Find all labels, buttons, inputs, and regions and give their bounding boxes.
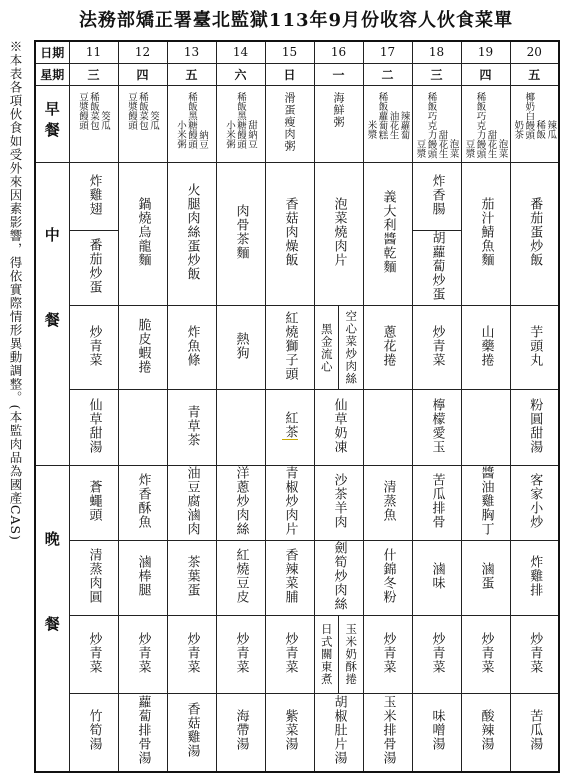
dinner-side: 炸雞排 — [527, 555, 543, 597]
dinner-side-cell — [363, 541, 412, 616]
breakfast-cell — [461, 85, 510, 163]
breakfast-cell — [412, 85, 461, 163]
weekday-cell: 六 — [216, 63, 265, 85]
breakfast-item: 稀飯菜包 — [88, 91, 99, 130]
lunch-side-cell — [510, 306, 559, 390]
lunch-label: 中餐 — [42, 227, 61, 397]
date-cell: 16 — [314, 41, 363, 63]
dinner-veg-cell — [69, 616, 118, 694]
breakfast-item: 筊瓜 — [99, 110, 110, 130]
breakfast-item: 奶茶 — [512, 120, 524, 139]
weekday-cell: 四 — [461, 63, 510, 85]
dinner-soup: 紫菜湯 — [282, 709, 298, 752]
lunch-main: 肉骨茶麵 — [233, 204, 249, 260]
breakfast-item: 甜花生 — [436, 129, 448, 158]
dinner-soup-cell — [461, 694, 510, 772]
dinner-side: 劍筍炒肉絲 — [331, 541, 347, 611]
page-title: 法務部矯正署臺北監獄113年9月份收容人伙食菜單 — [78, 10, 514, 31]
dinner-veg: 炒青菜 — [478, 631, 494, 674]
lunch-soup-cell — [167, 390, 216, 466]
dinner-veg-cell — [461, 616, 510, 694]
lunch-main: 義大利醬乾麵 — [380, 190, 396, 274]
dinner-side-cell — [461, 541, 510, 616]
lunch-side: 炒青菜 — [429, 324, 445, 367]
dinner-veg-extra: 玉米奶酥捲 — [344, 623, 359, 686]
breakfast-cell — [363, 85, 412, 163]
lunch-side: 蔥花捲 — [380, 324, 396, 367]
breakfast-item: 豆漿 — [463, 139, 475, 158]
lunch-main-cell — [118, 163, 167, 306]
lunch-soup: 紅茶 — [282, 411, 298, 439]
dinner-main: 洋蔥炒肉絲 — [233, 466, 249, 536]
lunch-main-cell — [363, 163, 412, 306]
dinner-main-cell — [69, 466, 118, 541]
date-cell: 14 — [216, 41, 265, 63]
dinner-veg: 炒青菜 — [135, 631, 151, 674]
lunch-side-cell — [69, 306, 118, 390]
dinner-soup: 酸辣湯 — [478, 709, 494, 752]
lunch-side: 黑金流心 — [319, 322, 334, 373]
dinner-veg: 炒青菜 — [184, 631, 200, 674]
lunch-side-cell — [265, 306, 314, 390]
lunch-main: 番茄蛋炒飯 — [527, 197, 543, 267]
lunch-side-cell — [216, 306, 265, 390]
lunch-main-cell — [412, 163, 461, 231]
breakfast-item: 辣蘿蔔 — [398, 110, 410, 139]
lunch-main-cell — [167, 163, 216, 306]
weekday-cell: 三 — [69, 63, 118, 85]
dinner-side-cell — [412, 541, 461, 616]
dinner-main: 青椒炒肉片 — [282, 466, 298, 536]
lunch-main-cell — [510, 163, 559, 306]
lunch-side-split — [315, 306, 363, 389]
date-cell: 20 — [510, 41, 559, 63]
breakfast-label: 早餐 — [42, 100, 61, 143]
dinner-veg-split-right — [338, 616, 363, 693]
lunch-side: 山藥捲 — [478, 324, 494, 367]
dinner-soup-cell — [510, 694, 559, 772]
date-cell: 17 — [363, 41, 412, 63]
dinner-veg: 炒青菜 — [86, 631, 102, 674]
dinner-main: 沙茶羊肉 — [331, 473, 347, 529]
lunch-main: 炸雞翅 — [86, 173, 102, 216]
lunch-side-row — [35, 306, 559, 390]
dinner-soup-cell — [265, 694, 314, 772]
weekday-label: 星期 — [35, 63, 69, 85]
breakfast-item: 油花生 — [387, 110, 399, 139]
lunch-main-cell — [314, 163, 363, 306]
dinner-main-cell — [363, 466, 412, 541]
dinner-veg-split — [315, 616, 363, 693]
dinner-veg-cell — [265, 616, 314, 694]
dinner-veg-cell — [167, 616, 216, 694]
dinner-side: 清蒸肉圓 — [86, 548, 102, 604]
lunch-side-split-left — [315, 306, 339, 389]
dinner-main-cell — [216, 466, 265, 541]
breakfast-item: 辣瓜 — [545, 120, 557, 139]
lunch-main: 香菇肉燥飯 — [282, 197, 298, 267]
date-cell: 19 — [461, 41, 510, 63]
dinner-side: 滷味 — [429, 562, 445, 590]
lunch-main: 火腿肉絲蛋炒飯 — [184, 183, 200, 281]
dinner-soup-cell — [363, 694, 412, 772]
lunch-soup: 仙草奶凍 — [331, 397, 347, 454]
dinner-soup-cell — [412, 694, 461, 772]
breakfast-item: 稀飯菜包 — [137, 91, 148, 130]
dinner-main-cell — [167, 466, 216, 541]
weekday-cell: 五 — [510, 63, 559, 85]
dinner-side-cell — [265, 541, 314, 616]
breakfast-item: 甜納豆 — [246, 120, 257, 149]
lunch-main-extra-cell — [69, 231, 118, 306]
breakfast-item: 小米粥 — [175, 120, 186, 149]
lunch-soup-cell — [363, 390, 412, 466]
dinner-veg: 炒青菜 — [527, 631, 543, 674]
date-label: 日期 — [35, 41, 69, 63]
lunch-soup-cell — [118, 390, 167, 466]
dinner-soup-cell — [314, 694, 363, 772]
lunch-main: 炸香腸 — [429, 173, 445, 216]
lunch-side: 熱狗 — [233, 331, 249, 360]
menu-table — [34, 40, 560, 773]
dinner-main: 客家小炒 — [527, 473, 543, 529]
dinner-veg: 炒青菜 — [380, 631, 396, 674]
dinner-side-cell — [118, 541, 167, 616]
dinner-label: 晚餐 — [42, 531, 61, 702]
lunch-side: 芋頭丸 — [527, 324, 543, 367]
weekday-cell: 日 — [265, 63, 314, 85]
breakfast-item: 稀飯巧克力饅頭 — [474, 91, 486, 158]
weekday-row — [35, 63, 559, 85]
breakfast-item: 泡菜 — [447, 139, 459, 158]
lunch-main-cell — [216, 163, 265, 306]
dinner-soup-cell — [69, 694, 118, 772]
dinner-veg-cell — [118, 616, 167, 694]
lunch-soup: 青草茶 — [184, 404, 200, 447]
lunch-main-extra: 胡蘿蔔炒蛋 — [429, 231, 445, 301]
weekday-cell: 二 — [363, 63, 412, 85]
lunch-main-row — [35, 163, 559, 231]
lunch-side: 炒青菜 — [86, 324, 102, 367]
dinner-veg: 炒青菜 — [233, 631, 249, 674]
breakfast-item: 豆漿 — [414, 139, 426, 158]
lunch-side-split-right — [338, 306, 363, 389]
dinner-soup: 竹筍湯 — [86, 709, 102, 752]
dinner-soup: 海帶湯 — [233, 709, 249, 752]
lunch-main: 鍋燒烏龍麵 — [135, 197, 151, 267]
lunch-side-cell — [412, 306, 461, 390]
dinner-veg-split-left — [315, 616, 339, 693]
dinner-side-row — [35, 541, 559, 616]
side-note: ※本表各項伙食如受外來因素影響，得依實際情形異動調整。(本監肉品為國產CAS) — [8, 40, 23, 541]
lunch-main: 泡菜燒肉片 — [331, 197, 347, 267]
lunch-soup-cell — [69, 390, 118, 466]
dinner-veg-row — [35, 616, 559, 694]
lunch-side-cell — [314, 306, 363, 390]
date-row — [35, 41, 559, 63]
breakfast-cell — [510, 85, 559, 163]
dinner-main-cell — [265, 466, 314, 541]
dinner-soup: 苦瓜湯 — [527, 709, 543, 752]
dinner-main-cell — [510, 466, 559, 541]
lunch-soup-row — [35, 390, 559, 466]
lunch-main: 茄汁鯖魚麵 — [478, 197, 494, 267]
dinner-veg-cell — [363, 616, 412, 694]
dinner-soup: 玉米排骨湯 — [380, 695, 396, 766]
dinner-side: 什錦冬粉 — [380, 548, 396, 604]
dinner-main: 炸香酥魚 — [135, 473, 151, 529]
lunch-main-cell — [461, 163, 510, 306]
dinner-soup-cell — [216, 694, 265, 772]
breakfast-row — [35, 85, 559, 163]
dinner-soup: 胡椒肚片湯 — [331, 695, 347, 766]
weekday-cell: 三 — [412, 63, 461, 85]
breakfast-cell — [167, 85, 216, 163]
dinner-soup-row — [35, 694, 559, 772]
lunch-side: 紅燒獅子頭 — [282, 310, 298, 381]
breakfast-item: 稀飯 — [534, 120, 546, 139]
date-cell: 18 — [412, 41, 461, 63]
weekday-cell: 四 — [118, 63, 167, 85]
breakfast-item: 米漿 — [365, 120, 377, 139]
lunch-side-cell — [363, 306, 412, 390]
breakfast-item: 納豆 — [197, 129, 208, 149]
breakfast-item: 稀飯黑糖饅頭 — [235, 91, 246, 149]
dinner-main-cell — [461, 466, 510, 541]
dinner-veg-cell — [510, 616, 559, 694]
lunch-side: 脆皮蝦捲 — [135, 317, 151, 374]
lunch-soup-cell — [412, 390, 461, 466]
dinner-side-cell — [167, 541, 216, 616]
dinner-veg: 炒青菜 — [282, 631, 298, 674]
lunch-soup-cell — [510, 390, 559, 466]
dinner-side: 滷棒腿 — [135, 555, 151, 597]
lunch-soup-cell — [216, 390, 265, 466]
dinner-side-cell — [510, 541, 559, 616]
dinner-side: 香辣菜脯 — [282, 548, 298, 604]
lunch-main-extra: 番茄炒蛋 — [86, 238, 102, 294]
dinner-main: 蒼蠅頭 — [86, 480, 102, 522]
breakfast-cell — [314, 85, 363, 163]
lunch-side-cell — [461, 306, 510, 390]
breakfast-item: 泡菜 — [496, 139, 508, 158]
lunch-soup: 仙草甜湯 — [86, 397, 102, 454]
dinner-side: 滷蛋 — [478, 562, 494, 590]
date-cell: 12 — [118, 41, 167, 63]
lunch-soup: 檸檬愛玉 — [429, 397, 445, 454]
breakfast-item: 豆漿饅頭 — [126, 91, 137, 130]
dinner-main-cell — [412, 466, 461, 541]
dinner-side-cell — [69, 541, 118, 616]
dinner-side-cell — [314, 541, 363, 616]
breakfast-item: 稀飯巧克力饅頭 — [425, 91, 437, 158]
lunch-main-cell — [265, 163, 314, 306]
breakfast-cell — [118, 85, 167, 163]
dinner-soup-cell — [118, 694, 167, 772]
dinner-side: 茶葉蛋 — [184, 555, 200, 597]
dinner-label-cell — [35, 466, 69, 772]
breakfast-label-cell — [35, 85, 69, 163]
breakfast-item: 椰奶白饅頭 — [523, 91, 535, 139]
breakfast-item: 甜花生 — [485, 129, 497, 158]
lunch-label-cell — [35, 163, 69, 466]
dinner-veg-cell — [216, 616, 265, 694]
lunch-soup-cell — [265, 390, 314, 466]
weekday-cell: 五 — [167, 63, 216, 85]
dinner-main-row — [35, 466, 559, 541]
dinner-main: 油豆腐滷肉 — [184, 466, 200, 536]
dinner-veg: 日式關東煮 — [319, 623, 334, 686]
dinner-main: 醬油雞胸丁 — [478, 466, 494, 536]
dinner-main-cell — [118, 466, 167, 541]
dinner-soup-cell — [167, 694, 216, 772]
breakfast-item: 小米粥 — [224, 120, 235, 149]
lunch-side-cell — [167, 306, 216, 390]
breakfast-item: 滑蛋瘦肉粥 — [283, 91, 296, 152]
lunch-soup-cell — [314, 390, 363, 466]
dinner-soup: 香菇雞湯 — [184, 702, 200, 759]
dinner-veg: 炒青菜 — [429, 631, 445, 674]
breakfast-item: 海鮮粥 — [332, 91, 345, 128]
dinner-veg-cell — [412, 616, 461, 694]
dinner-side: 紅燒豆皮 — [233, 548, 249, 604]
breakfast-cell — [216, 85, 265, 163]
lunch-side-cell — [118, 306, 167, 390]
lunch-soup-cell — [461, 390, 510, 466]
lunch-soup: 粉圓甜湯 — [527, 397, 543, 454]
breakfast-item: 稀飯蘿蔔糕 — [376, 91, 388, 139]
breakfast-item: 筊瓜 — [148, 110, 159, 130]
dinner-soup: 味噌湯 — [429, 709, 445, 752]
date-cell: 15 — [265, 41, 314, 63]
dinner-main: 清蒸魚 — [380, 480, 396, 522]
breakfast-item: 豆漿饅頭 — [77, 91, 88, 130]
breakfast-item: 稀飯黑糖饅頭 — [186, 91, 197, 149]
breakfast-cell — [265, 85, 314, 163]
dinner-main-cell — [314, 466, 363, 541]
lunch-side-extra: 空心菜炒肉絲 — [344, 310, 359, 385]
dinner-main: 苦瓜排骨 — [429, 473, 445, 529]
weekday-cell: 一 — [314, 63, 363, 85]
lunch-side: 炸魚條 — [184, 324, 200, 367]
dinner-side-cell — [216, 541, 265, 616]
date-cell: 11 — [69, 41, 118, 63]
dinner-soup: 蘿蔔排骨湯 — [135, 695, 151, 766]
date-cell: 13 — [167, 41, 216, 63]
lunch-main-extra-cell — [412, 231, 461, 306]
lunch-main-cell — [69, 163, 118, 231]
breakfast-cell — [69, 85, 118, 163]
dinner-veg-cell — [314, 616, 363, 694]
